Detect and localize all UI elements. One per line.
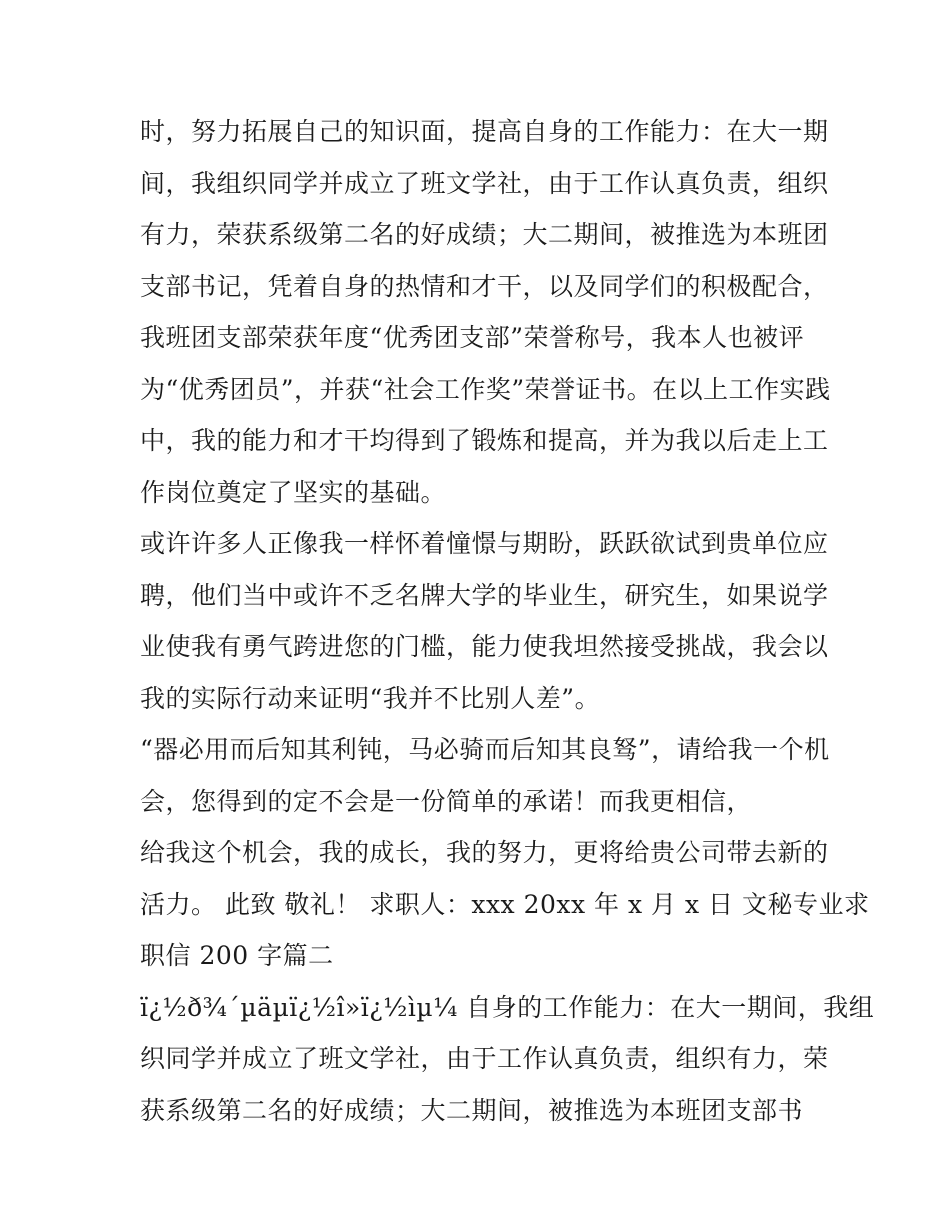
text-line: 间，我组织同学并成立了班文学社，由于工作认真负责，组织 bbox=[140, 168, 829, 198]
text-line: ï¿½ð¾´µäµï¿½î»ï¿½ìµ¼ 自身的工作能力：在大一期间，我组 bbox=[140, 992, 875, 1022]
text-line: 或许许多人正像我一样怀着憧憬与期盼，跃跃欲试到贵单位应 bbox=[140, 529, 829, 558]
text-line: 业使我有勇气跨进您的门槛，能力使我坦然接受挑战，我会以 bbox=[140, 632, 829, 661]
text-line: 会，您得到的定不会是一份简单的承诺！而我更相信， bbox=[140, 786, 753, 816]
text-line: 给我这个机会，我的成长，我的努力，更将给贵公司带去新的 bbox=[140, 838, 829, 867]
text-line: “器必用而后知其利钝，马必骑而后知其良驽”，请给我一个机 bbox=[140, 735, 830, 764]
text-line: 获系级第二名的好成绩；大二期间，被推选为本班团支部书 bbox=[140, 1095, 804, 1125]
text-line: 有力，荣获系级第二名的好成绩；大二期间，被推选为本班团 bbox=[140, 220, 829, 249]
body-text bbox=[140, 106, 875, 1136]
text-line: 我的实际行动来证明“我并不比别人差”。 bbox=[140, 683, 601, 713]
text-line: 时，努力拓展自己的知识面，提高自身的工作能力：在大一期 bbox=[140, 117, 829, 146]
text-line: 中，我的能力和才干均得到了锻炼和提高，并为我以后走上工 bbox=[140, 426, 829, 455]
text-line: 职信 200 字篇二 bbox=[140, 941, 334, 970]
text-line: 活力。 此致 敬礼！ 求职人：xxx 20xx 年 x 月 x 日 文秘专业求 bbox=[140, 889, 870, 919]
text-line: 聘，他们当中或许不乏名牌大学的毕业生，研究生，如果说学 bbox=[140, 580, 829, 610]
text-line: 织同学并成立了班文学社，由于工作认真负责，组织有力，荣 bbox=[140, 1044, 829, 1073]
text-line: 我班团支部荣获年度“优秀团支部”荣誉称号，我本人也被评 bbox=[140, 323, 805, 352]
text-line: 为“优秀团员”，并获“社会工作奖”荣誉证书。在以上工作实践 bbox=[140, 374, 831, 404]
text-line: 作岗位奠定了坚实的基础。 bbox=[140, 477, 447, 507]
text-line: 支部书记，凭着自身的热情和才干，以及同学们的积极配合， bbox=[140, 271, 829, 301]
